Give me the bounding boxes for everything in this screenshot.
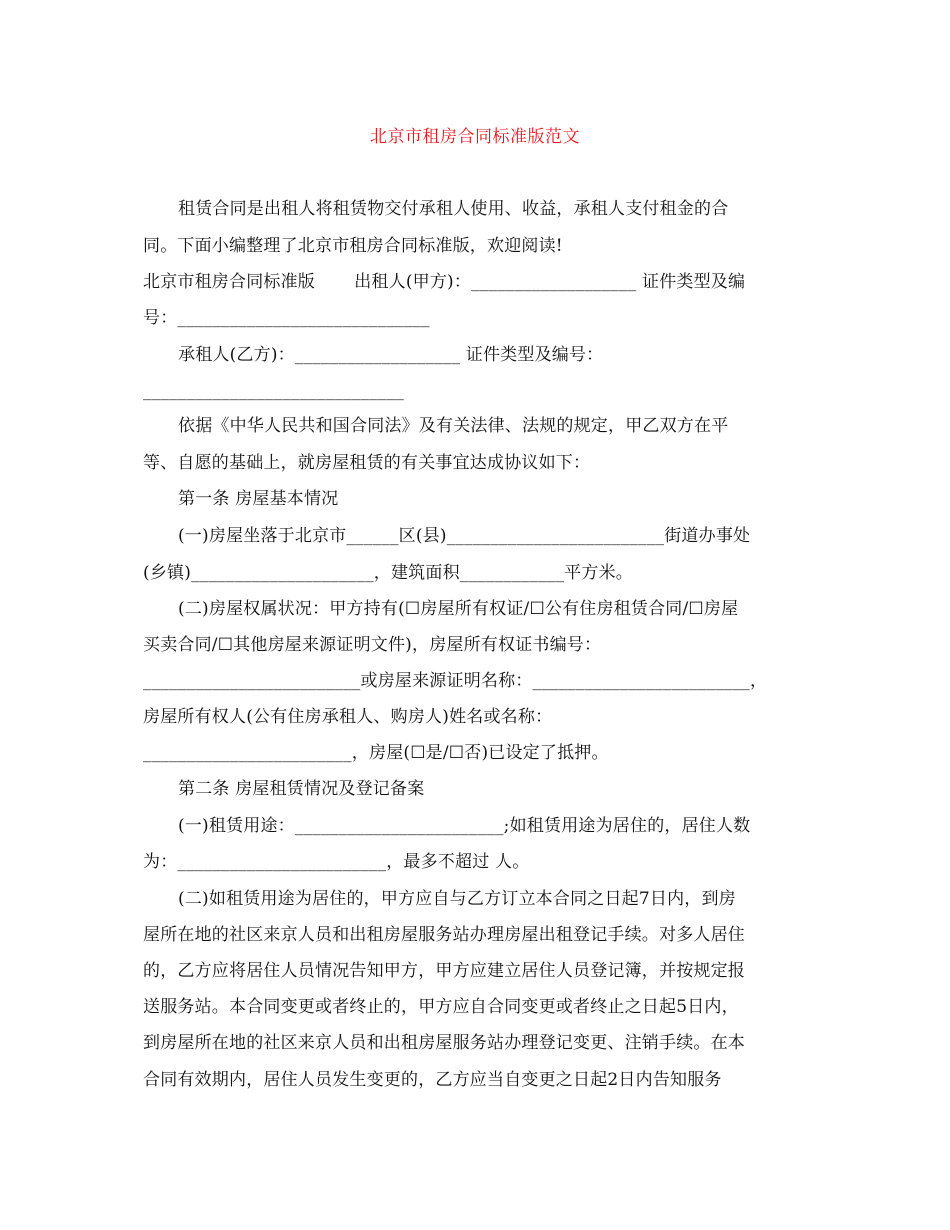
body-line: 合同有效期内，居住人员发生变更的，乙方应当自变更之日起2日内告知服务 xyxy=(143,1070,722,1090)
body-line: 承租人(乙方)：___________________ 证件类型及编号： xyxy=(178,345,604,365)
body-line: 北京市租房合同标准版 出租人(甲方)：___________________ 证件类型及编 xyxy=(143,272,746,292)
body-line: ______________________________ xyxy=(143,381,404,401)
body-line: (一)房屋坐落于北京市______区(县)_________________________街道办事处 xyxy=(178,526,751,546)
body-line: 买卖合同/☐其他房屋来源证明文件)，房屋所有权证书编号： xyxy=(143,635,602,655)
body-line: (二)如租赁用途为居住的，甲方应自与乙方订立本合同之日起7日内，到房 xyxy=(178,889,736,909)
section-heading: 第二条 房屋租赁情况及登记备案 xyxy=(178,779,425,799)
body-line: 屋所在地的社区来京人员和出租房屋服务站办理房屋出租登记手续。对多人居住 xyxy=(143,925,745,945)
body-line: 房屋所有权人(公有住房承租人、购房人)姓名或名称： xyxy=(143,707,553,727)
body-line: 号：_____________________________ xyxy=(143,308,430,328)
body-line: 的，乙方应将居住人员情况告知甲方，甲方应建立居住人员登记簿，并按规定报 xyxy=(143,961,745,981)
body-line: (二)房屋权属状况：甲方持有(☐房屋所有权证/☐公有住房租赁合同/☐房屋 xyxy=(178,599,739,619)
body-line: (乡镇)_____________________，建筑面积____________平方米。 xyxy=(143,563,633,583)
body-line: 同。下面小编整理了北京市租房合同标准版，欢迎阅读! xyxy=(143,236,563,256)
body-line: 到房屋所在地的社区来京人员和出租房屋服务站办理登记变更、注销手续。在本 xyxy=(143,1033,745,1053)
body-line: 租赁合同是出租人将租赁物交付承租人使用、收益，承租人支付租金的合 xyxy=(178,199,729,219)
body-line: 等、自愿的基础上，就房屋租赁的有关事宜达成协议如下： xyxy=(143,453,591,473)
body-line: ________________________，房屋(☐是/☐否)已设定了抵押。 xyxy=(143,743,609,763)
body-line: 送服务站。本合同变更或者终止的，甲方应自合同变更或者终止之日起5日内， xyxy=(143,997,739,1017)
body-line: 依据《中华人民共和国合同法》及有关法律、法规的规定，甲乙双方在平 xyxy=(178,416,729,436)
body-line: _________________________或房屋来源证明名称：_________________________， xyxy=(143,671,768,691)
document-title: 北京市租房合同标准版范文 xyxy=(370,127,580,147)
body-line: 为：________________________，最多不超过 人。 xyxy=(143,852,530,872)
section-heading: 第一条 房屋基本情况 xyxy=(178,489,339,509)
body-line: (一)租赁用途：________________________;如租赁用途为居住的，居住人数 xyxy=(178,816,751,836)
